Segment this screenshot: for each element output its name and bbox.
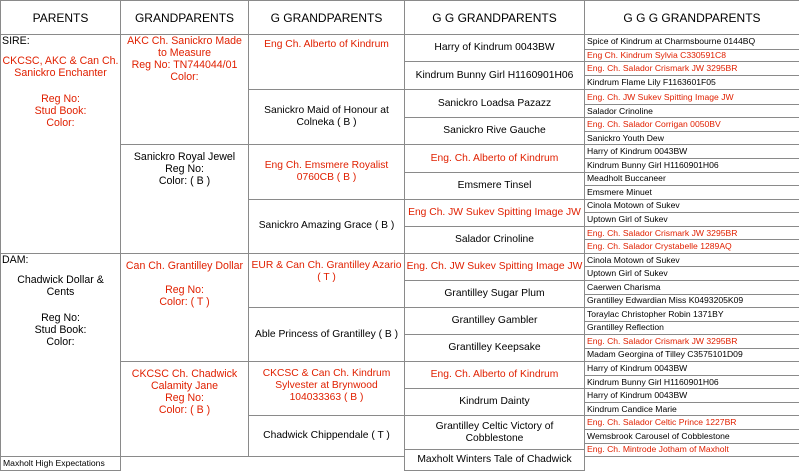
sire-color: Color: (46, 117, 75, 129)
grandparent-1 (121, 35, 249, 145)
grandparent-2-color: Color: ( B ) (158, 175, 211, 188)
ggg-grandparent-18: Uptown Girl of Sukev (585, 267, 799, 281)
grandparent-4 (121, 362, 249, 457)
sire-cell (1, 35, 121, 254)
gg-grandparent-9: Eng. Ch. JW Sukev Spitting Image JW (405, 253, 585, 280)
ggg-grandparent-29: Eng. Ch. Salador Celtic Prince 1227BR (585, 416, 799, 430)
ggg-grandparent-21: Toraylac Christopher Robin 1371BY (585, 308, 799, 322)
grandparent-4-reg: Reg No: (165, 392, 204, 405)
ggg-grandparent-26: Kindrum Bunny Girl H1160901H06 (585, 375, 799, 389)
grandparent-1-name: AKC Ch. Sanickro Made to Measure (127, 35, 242, 59)
ggg-grandparent-16: Eng. Ch. Salador Crystabelle 1289AQ (585, 240, 799, 254)
grandparent-3-reg: Reg No: (165, 283, 204, 296)
g-grandparent-5: EUR & Can Ch. Grantilley Azario ( T ) (249, 253, 405, 307)
ggg-grandparent-15: Eng. Ch. Salador Crismark JW 3295BR (585, 226, 799, 240)
ggg-grandparent-11: Meadholt Buccaneer (585, 172, 799, 186)
ggg-grandparent-10: Kindrum Bunny Girl H1160901H06 (585, 159, 799, 173)
ggg-grandparent-17: Cinola Motown of Sukev (585, 253, 799, 267)
ggg-grandparent-7: Eng. Ch. Salador Corrigan 0050BV (585, 118, 799, 132)
ggg-grandparent-28: Kindrum Candice Marie (585, 402, 799, 416)
g-grandparent-3: Eng Ch. Emsmere Royalist 0760CB ( B ) (249, 145, 405, 199)
gg-grandparent-11: Grantilley Gambler (405, 308, 585, 335)
g-grandparent-7: CKCSC & Can Ch. Kindrum Sylvester at Brynwood 104033363 ( B ) (249, 362, 405, 416)
gg-grandparent-1: Harry of Kindrum 0043BW (405, 35, 585, 62)
dam-label: DAM: (2, 253, 29, 266)
header-g-grandparents: G GRANDPARENTS (249, 1, 405, 35)
ggg-grandparent-19: Caerwen Charisma (585, 280, 799, 294)
header-row (1, 1, 799, 35)
sire-reg: Reg No: (41, 93, 80, 105)
ggg-grandparent-23: Eng. Ch. Salador Crismark JW 3295BR (585, 335, 799, 349)
dam-name: Chadwick Dollar & Cents (17, 273, 104, 298)
gg-grandparent-2: Kindrum Bunny Girl H1160901H06 (405, 62, 585, 90)
grandparent-3-name: Can Ch. Grantilley Dollar (125, 259, 244, 272)
gg-grandparent-8: Salador Crinoline (405, 226, 585, 253)
gg-grandparent-6: Emsmere Tinsel (405, 172, 585, 199)
grandparent-1-reg: Reg No: TN744044/01 (131, 59, 238, 71)
gg-grandparent-10: Grantilley Sugar Plum (405, 280, 585, 307)
ggg-grandparent-8: Sanickro Youth Dew (585, 131, 799, 145)
ggg-grandparent-13: Cinola Motown of Sukev (585, 199, 799, 213)
gg-grandparent-3: Sanickro Loadsa Pazazz (405, 90, 585, 118)
ggg-grandparent-24: Madam Georgina of Tilley C3575101D09 (585, 348, 799, 362)
grandparent-2-reg: Reg No: (165, 163, 204, 176)
ggg-grandparent-32: Maxholt High Expectations (1, 457, 121, 471)
ggg-grandparent-9: Harry of Kindrum 0043BW (585, 145, 799, 159)
g-grandparent-1: Eng Ch. Alberto of Kindrum (249, 35, 405, 90)
ggg-grandparent-12: Emsmere Minuet (585, 186, 799, 200)
ggg-grandparent-3: Eng. Ch. Salador Crismark JW 3295BR (585, 62, 799, 76)
g-grandparent-6: Able Princess of Grantilley ( B ) (249, 308, 405, 362)
grandparent-4-color: Color: ( B ) (158, 404, 211, 417)
grandparent-3-color: Color: ( T ) (159, 295, 210, 308)
gg-grandparent-12: Grantilley Keepsake (405, 335, 585, 362)
ggg-grandparent-6: Salador Crinoline (585, 104, 799, 118)
ggg-grandparent-4: Kindrum Flame Lily F1163601F05 (585, 75, 799, 90)
sire-name: CKCSC, AKC & Can Ch. Sanickro Enchanter (2, 55, 119, 79)
ggg-grandparent-22: Grantilley Reflection (585, 321, 799, 335)
grandparent-2-name: Sanickro Royal Jewel (133, 151, 236, 164)
ggg-grandparent-2: Eng Ch. Kindrum Sylvia C330591C8 (585, 49, 799, 62)
header-ggg-grandparents: G G G GRANDPARENTS (585, 1, 799, 35)
grandparent-4-name: CKCSC Ch. Chadwick Calamity Jane (131, 368, 238, 393)
sire-label: SIRE: (2, 35, 30, 47)
header-grandparents: GRANDPARENTS (121, 1, 249, 35)
header-parents: PARENTS (1, 1, 121, 35)
ggg-grandparent-1: Spice of Kindrum at Charmsbourne 0144BQ (585, 35, 799, 50)
gg-grandparent-16: Maxholt Winters Tale of Chadwick (405, 449, 585, 470)
ggg-grandparent-5: Eng. Ch. JW Sukev Spitting Image JW (585, 90, 799, 105)
gg-grandparent-15: Grantilley Celtic Victory of Cobblestone (405, 416, 585, 449)
dam-cell (1, 253, 121, 456)
gg-grandparent-13: Eng. Ch. Alberto of Kindrum (405, 362, 585, 389)
g-grandparent-2: Sanickro Maid of Honour at Colneka ( B ) (249, 90, 405, 145)
dam-reg: Reg No: (41, 311, 80, 324)
g-grandparent-8: Chadwick Chippendale ( T ) (249, 416, 405, 457)
header-gg-grandparents: G G GRANDPARENTS (405, 1, 585, 35)
ggg-grandparent-25: Harry of Kindrum 0043BW (585, 362, 799, 376)
grandparent-3 (121, 253, 249, 361)
ggg-grandparent-27: Harry of Kindrum 0043BW (585, 389, 799, 403)
g-grandparent-4: Sanickro Amazing Grace ( B ) (249, 199, 405, 253)
dam-color: Color: (46, 335, 75, 348)
sire-stud: Stud Book: (34, 105, 87, 117)
gg-grandparent-4: Sanickro Rive Gauche (405, 118, 585, 145)
grandparent-1-color: Color: (170, 71, 199, 83)
gg-grandparent-14: Kindrum Dainty (405, 389, 585, 416)
ggg-grandparent-30: Wemsbrook Carousel of Cobblestone (585, 429, 799, 443)
ggg-grandparent-20: Grantilley Edwardian Miss K0493205K09 (585, 294, 799, 308)
grandparent-2 (121, 145, 249, 253)
dam-stud: Stud Book: (34, 323, 87, 336)
ggg-grandparent-14: Uptown Girl of Sukev (585, 213, 799, 227)
ggg-grandparent-31: Eng. Ch. Mintrode Jotham of Maxholt (585, 443, 799, 457)
gg-grandparent-5: Eng. Ch. Alberto of Kindrum (405, 145, 585, 172)
gg-grandparent-7: Eng Ch. JW Sukev Spitting Image JW (405, 199, 585, 226)
